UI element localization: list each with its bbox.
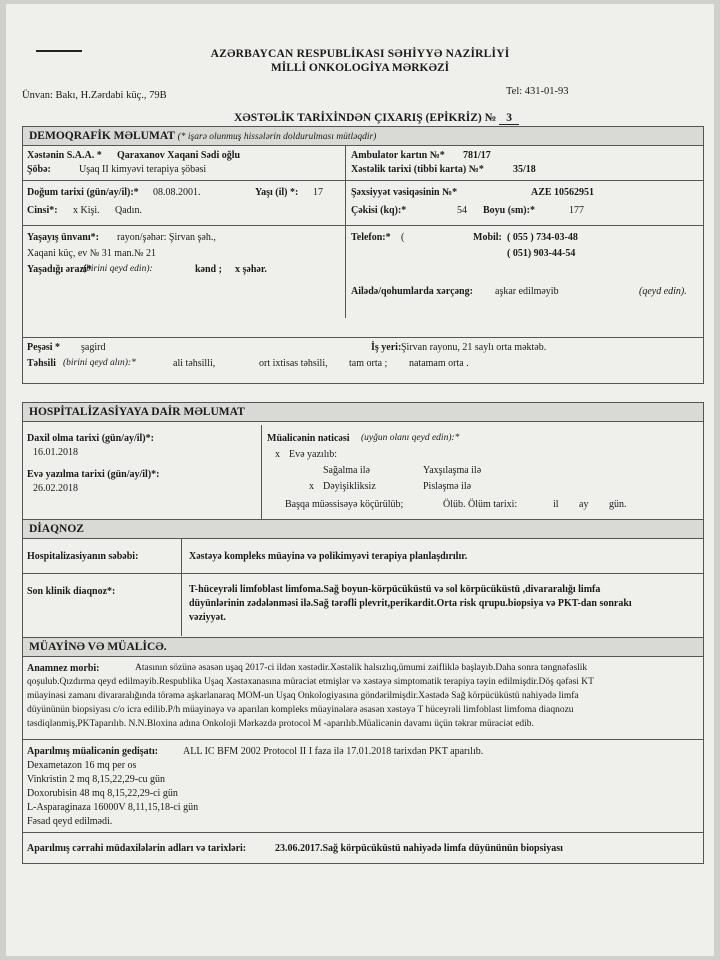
final-line-3: vəziyyət. bbox=[189, 612, 226, 623]
exam-header: MÜAYİNƏ VƏ MÜALİCƏ. bbox=[23, 638, 703, 657]
phone-value: ( bbox=[401, 232, 405, 243]
anamnesis-line-5: təsdiqlənmiş,PKTaparılıb. N.N.Bloxina adına Onkoloji Mərkəzdə protocol M -aparılıb.Müalicənin davamı üçün təkrar müraciət edib. bbox=[27, 719, 534, 729]
final-label: Son klinik diaqnoz*: bbox=[27, 586, 116, 597]
residence-row bbox=[23, 226, 703, 318]
result-death-month: ay bbox=[579, 499, 589, 510]
anamnesis-line-3: müayinəsi zamanı divararalığında törəmə aşkarlanaraq MOM-un Uşaq Onkologiyasına göndərilmişdir.Xəstədə Sağ körpücüküstü nahiyədə limfa bbox=[27, 691, 579, 701]
reason-label: Hospitalizasiyanın səbəbi: bbox=[27, 551, 139, 562]
phone: Tel: 431-01-93 bbox=[506, 86, 569, 97]
exam-section bbox=[22, 638, 704, 864]
mobile-1: ( 055 ) 734-03-48 bbox=[507, 232, 578, 243]
treatment-line: Doxorubisin 48 mq 8,15,22,29-ci gün bbox=[27, 788, 178, 799]
job-label: Peşəsi * bbox=[27, 342, 61, 353]
birth-row bbox=[23, 181, 703, 226]
height-value: 177 bbox=[569, 205, 584, 216]
result-recovered: Sağalma ilə bbox=[323, 465, 370, 476]
anamnesis-row bbox=[23, 657, 703, 740]
edu-option-3: tam orta ; bbox=[349, 358, 388, 369]
result-home: Evə yazılıb: bbox=[289, 449, 338, 460]
mobile-2: ( 051) 903-44-54 bbox=[507, 248, 576, 259]
treatment-label: Aparılmış müalicənin gedişatı: bbox=[27, 746, 159, 757]
demographic-title: DEMOQRAFİK MƏLUMAT bbox=[29, 130, 175, 142]
edu-option-1: ali təhsilli, bbox=[173, 358, 216, 369]
result-death-year: gün. bbox=[609, 499, 627, 510]
occupation-section bbox=[22, 338, 704, 384]
admit-date: 16.01.2018 bbox=[33, 447, 78, 458]
phone-label: Telefon:* bbox=[351, 232, 391, 243]
treatment-head: ALL IC BFM 2002 Protocol II I faza ilə 17.01.2018 tarixdən PKT aparılıb. bbox=[183, 746, 484, 757]
result-note: (uyğun olanı qeyd edin):* bbox=[361, 433, 460, 443]
sex-female: Qadın. bbox=[115, 205, 142, 216]
sex-male: x Kişi. bbox=[73, 205, 100, 216]
ward-label: Şöbə: bbox=[27, 164, 51, 175]
document-title-text: XƏSTƏLİK TARİXİNDƏN ÇIXARIŞ (EPİKRİZ) № bbox=[234, 112, 497, 124]
age-value: 17 bbox=[313, 187, 323, 198]
result-label: Müalicənin nəticəsi bbox=[267, 433, 350, 444]
family-label: Ailədə/qohumlarda xərçəng: bbox=[351, 286, 473, 297]
residence-label: Yaşayış ünvanı*: bbox=[27, 232, 99, 243]
surgery-label: Aparılmış cərrahi müdaxilələrin adları və tarixləri: bbox=[27, 843, 247, 854]
anamnesis-line-4: düyününün biopsiyası c/o icra edilib.P/h müayinəyə və aparılan kompleks müayinələrə əsasən xəstəyə T hüceyrəli limfoblast limfoma diaqnozu bbox=[27, 705, 574, 715]
dob-label: Doğum tarixi (gün/ay/il):* bbox=[27, 187, 139, 198]
result-unchanged: Dəyişikliksiz bbox=[323, 481, 376, 492]
result-transfer: Başqa müəssisəyə köçürülüb; bbox=[285, 499, 404, 510]
document-number: 3 bbox=[499, 112, 519, 125]
final-line-1: T-hüceyrəli limfoblast limfoma.Sağ boyun-körpücüküstü və sol körpücüküstü ,divararalığı limfa bbox=[189, 584, 601, 595]
reason-value: Xəstəyə kompleks müayinə və polikimyəvi terapiya planlaşdırılır. bbox=[189, 551, 468, 562]
ward-value: Uşaq II kimyəvi terapiya şöbəsi bbox=[79, 164, 207, 175]
sex-label: Cinsi*: bbox=[27, 205, 58, 216]
discharge-label: Evə yazılma tarixi (gün/ay/il)*: bbox=[27, 469, 160, 480]
area-village: kənd ; bbox=[195, 264, 222, 275]
amb-card-value: 781/17 bbox=[463, 150, 491, 161]
area-city: x şəhər. bbox=[235, 264, 267, 275]
family-note: (qeyd edin). bbox=[639, 286, 687, 297]
id-label: Şəxsiyyət vəsiqəsinin №* bbox=[351, 187, 458, 198]
treatment-line: Vinkristin 2 mq 8,15,22,29-cu gün bbox=[27, 774, 166, 785]
area-label: Yaşadığı ərazi* bbox=[27, 264, 92, 275]
treatment-line: L-Asparaginaza 16000V 8,11,15,18-ci gün bbox=[27, 802, 199, 813]
height-label: Boyu (sm):* bbox=[483, 205, 535, 216]
workplace-value: Şirvan rayonu, 21 saylı orta məktəb. bbox=[401, 342, 547, 353]
result-death: Ölüb. Ölüm tarixi: bbox=[443, 499, 518, 510]
document-page bbox=[6, 4, 714, 956]
result-mark-unchanged: x bbox=[309, 481, 314, 492]
residence-line-2: Xaqani küç, ev № 31 man.№ 21 bbox=[27, 248, 157, 259]
demographic-header bbox=[23, 127, 703, 146]
treatment-line: Dexametazon 16 mq per os bbox=[27, 760, 137, 771]
diagnosis-header: DİAQNOZ bbox=[23, 520, 703, 539]
diagnosis-section bbox=[22, 520, 704, 638]
demographic-section bbox=[22, 126, 704, 338]
weight-value: 54 bbox=[457, 205, 467, 216]
result-worse: Pisləşmə ilə bbox=[423, 481, 472, 492]
age-label: Yaşı (il) *: bbox=[255, 187, 299, 198]
amb-card-label: Ambulator kartın №* bbox=[351, 150, 445, 161]
address: Ünvan: Bakı, H.Zərdabi küç., 79B bbox=[22, 90, 167, 101]
hospital-section bbox=[22, 402, 704, 520]
dob-value: 08.08.2001. bbox=[153, 187, 201, 198]
discharge-date: 26.02.2018 bbox=[33, 483, 78, 494]
treatment-row bbox=[23, 740, 703, 833]
result-death-day: il bbox=[553, 499, 559, 510]
history-value: 35/18 bbox=[513, 164, 536, 175]
residence-line-1: rayon/şəhər: Şirvan şəh., bbox=[117, 232, 216, 243]
surgery-row bbox=[23, 833, 703, 863]
treatment-line: Fəsad qeyd edilmədi. bbox=[27, 816, 113, 827]
anamnesis-line-2: qoşulub.Qızdırma qeyd edilməyib.Respublika Uşaq Xəstəxanasına müraciət etmişlər və xəstəyə simptomatik terapiya təyin edilmişdir.Döş qəfəsi KT bbox=[27, 677, 594, 687]
final-diagnosis-row bbox=[23, 574, 703, 636]
result-improved: Yaxşılaşma ilə bbox=[423, 465, 482, 476]
ministry-title: AZƏRBAYCAN RESPUBLİKASI SƏHİYYƏ NAZİRLİYİ bbox=[210, 48, 510, 60]
result-mark-home: x bbox=[275, 449, 280, 460]
surgery-value: 23.06.2017.Sağ körpücüküstü nahiyədə limfa düyününün biopsiyası bbox=[275, 843, 563, 854]
patient-name: Qaraxanov Xaqani Sədi oğlu bbox=[117, 150, 241, 161]
demographic-note: (* işarə olunmuş hissələrin doldurulması mütləqdir) bbox=[177, 132, 377, 142]
hospital-header: HOSPİTALİZASİYAYA DAİR MƏLUMAT bbox=[23, 403, 703, 422]
job-value: şagird bbox=[81, 342, 106, 353]
weight-label: Çəkisi (kq):* bbox=[351, 205, 407, 216]
workplace-label: İş yeri: bbox=[371, 342, 402, 353]
edu-option-4: natamam orta . bbox=[409, 358, 469, 369]
anamnesis-line-1: Atasının sözünə əsasən uşaq 2017-ci ildən xəstədir.Xəstəlik halsızlıq,ümumi zəifliklə başlayıb.Daha sonra təngnəfəslik bbox=[135, 663, 588, 673]
area-note: (birini qeyd edin): bbox=[83, 264, 153, 274]
patient-label: Xəstənin S.A.A. * bbox=[27, 150, 102, 161]
patient-row bbox=[23, 146, 703, 181]
family-value: aşkar edilməyib bbox=[495, 286, 559, 297]
center-title: MİLLİ ONKOLOGİYA MƏRKƏZİ bbox=[270, 62, 450, 74]
edu-label: Təhsili bbox=[27, 358, 56, 369]
edu-note: (birini qeyd alın):* bbox=[63, 358, 136, 368]
reason-row bbox=[23, 539, 703, 574]
final-line-2: düyünlərinin zədələnməsi ilə.Sağ tərəfli plevrit,perikardit.Orta risk qrupu.biopsiya və PKT-dan sonrakı bbox=[189, 598, 632, 609]
edu-option-2: ort ixtisas təhsili, bbox=[259, 358, 328, 369]
document-title bbox=[234, 112, 519, 125]
anamnesis-label: Anamnez morbi: bbox=[27, 663, 100, 674]
mobile-label: Mobil: bbox=[473, 232, 502, 243]
history-label: Xəstəlik tarixi (tibbi karta) №* bbox=[351, 164, 484, 175]
id-value: AZE 10562951 bbox=[531, 187, 595, 198]
admit-label: Daxil olma tarixi (gün/ay/il)*: bbox=[27, 433, 154, 444]
